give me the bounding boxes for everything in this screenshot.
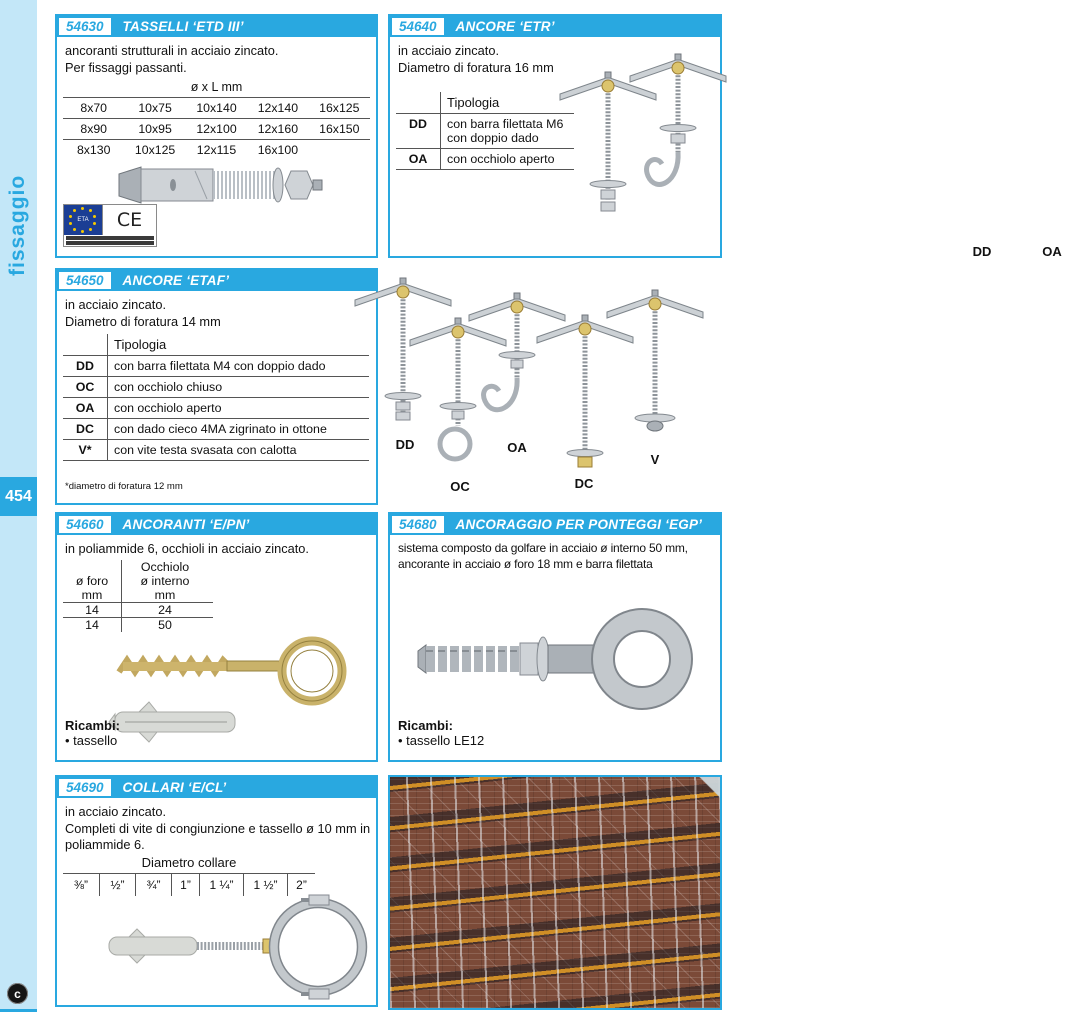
value-cell: 14 xyxy=(85,603,99,617)
table-row xyxy=(63,97,370,118)
eta-ce-certification xyxy=(63,204,157,247)
spare-parts xyxy=(65,718,120,748)
table-header: Diametro collare xyxy=(141,855,237,870)
product-code: 54640 xyxy=(392,18,444,35)
col-header-line: Occhiolo xyxy=(140,560,190,574)
type-desc: con dado cieco 4MA zigrinato in ottone xyxy=(107,419,369,439)
spacer-cell xyxy=(63,334,107,355)
type-code: OC xyxy=(75,380,95,394)
scaffold-eye-bolt-image xyxy=(410,599,705,719)
size-cell: 12x115 xyxy=(196,143,237,157)
type-code: DD xyxy=(409,117,427,131)
sizes-table xyxy=(63,80,370,160)
description-line: in acciaio zincato. xyxy=(65,804,167,819)
wedge-anchor-image xyxy=(115,162,325,208)
description-line: poliammide 6. xyxy=(65,837,145,853)
product-code: 54650 xyxy=(59,272,111,289)
cert-text-bar xyxy=(66,241,154,245)
value-cell: 24 xyxy=(121,603,208,617)
box-header xyxy=(57,270,376,291)
spare-parts-label: Ricambi: xyxy=(398,718,453,733)
type-desc: con vite testa svasata con calotta xyxy=(107,440,369,460)
box-header xyxy=(390,514,720,535)
diameter-cell: ½” xyxy=(99,874,135,896)
table-header: Tipologia xyxy=(107,334,369,355)
description-line: Diametro di foratura 16 mm xyxy=(398,59,554,75)
size-cell: 8x70 xyxy=(80,101,108,115)
description-line: Per fissaggi passanti. xyxy=(65,59,187,75)
col-header xyxy=(121,560,208,588)
box-header xyxy=(390,16,720,37)
product-description xyxy=(65,297,221,330)
product-title: ANCORE ‘ETR’ xyxy=(455,19,555,34)
toggle-anchor-oa-image xyxy=(628,54,728,234)
eta-logo-icon xyxy=(64,205,103,235)
ce-mark-icon: CE xyxy=(116,209,143,231)
spare-parts-item: • tassello xyxy=(65,733,118,748)
spare-parts-label: Ricambi: xyxy=(65,718,120,733)
spare-parts-item: • tassello LE12 xyxy=(398,733,485,748)
size-cell: 16x150 xyxy=(319,122,360,136)
category-label: fissaggio xyxy=(6,174,29,276)
diameter-cell: ⅜” xyxy=(73,878,88,892)
description-line: in poliammide 6, occhioli in acciaio zincato. xyxy=(65,541,309,556)
variant-label: OC xyxy=(450,479,470,494)
size-cell: 12x100 xyxy=(196,122,237,136)
col-header-line: ø interno xyxy=(140,574,190,588)
pipe-collar-image xyxy=(105,895,373,1005)
variant-label: DC xyxy=(574,476,594,491)
type-code: OA xyxy=(75,401,95,415)
product-description xyxy=(65,804,370,854)
tipologia-table xyxy=(63,334,369,461)
scaffolding-photo xyxy=(388,775,722,1010)
type-desc: con barra filettata M4 con doppio dado xyxy=(107,356,369,376)
value-cell: 14 xyxy=(85,618,99,632)
product-description xyxy=(65,43,278,76)
product-box-54660 xyxy=(55,512,378,762)
description-line: ancorante in acciaio ø foro 18 mm e barra filettata xyxy=(398,556,653,571)
type-desc: con occhiolo aperto xyxy=(440,149,574,169)
table-row xyxy=(63,873,315,896)
size-cell: 10x125 xyxy=(134,143,176,157)
product-box-54690 xyxy=(55,775,378,1007)
table-header: Tipologia xyxy=(440,92,574,113)
type-desc: con occhiolo aperto xyxy=(107,398,369,418)
product-description xyxy=(65,541,309,558)
table-header: ø x L mm xyxy=(190,80,243,94)
unit-cell: mm xyxy=(81,588,103,602)
size-cell: 12x160 xyxy=(257,122,299,136)
variant-label: V xyxy=(650,452,660,467)
etaf-v-image xyxy=(605,290,705,448)
tipologia-table xyxy=(396,92,574,170)
table-row xyxy=(63,118,370,139)
product-description xyxy=(398,541,688,572)
table-row xyxy=(63,139,370,160)
box-header xyxy=(57,16,376,37)
type-desc: con occhiolo chiuso xyxy=(107,377,369,397)
description-line: ancoranti strutturali in acciaio zincato. xyxy=(65,43,279,58)
unit-cell: mm xyxy=(121,588,208,602)
col-header: ø foro xyxy=(75,574,109,588)
variant-label: DD xyxy=(395,437,415,452)
spare-parts xyxy=(398,718,484,748)
product-code: 54660 xyxy=(59,516,111,533)
spacer-cell xyxy=(396,92,440,113)
product-box-54630 xyxy=(55,14,378,258)
type-code: V* xyxy=(78,443,92,457)
product-title: TASSELLI ‘ETD III’ xyxy=(122,19,244,34)
page-number-badge: 454 xyxy=(0,477,37,516)
product-code: 54680 xyxy=(392,516,444,533)
product-box-54680 xyxy=(388,512,722,762)
product-box-54640 xyxy=(388,14,1062,259)
size-cell: 16x100 xyxy=(257,143,299,157)
variant-label: OA xyxy=(1042,244,1062,259)
box-header xyxy=(57,514,376,535)
type-code: OA xyxy=(408,152,428,166)
publisher-logo-icon: c xyxy=(7,983,28,1004)
size-cell: 8x130 xyxy=(76,143,111,157)
size-cell: 16x125 xyxy=(319,101,360,115)
diameter-cell: 1” xyxy=(171,874,199,896)
product-title: COLLARI ‘E/CL’ xyxy=(122,780,227,795)
product-code: 54630 xyxy=(59,18,111,35)
box-header xyxy=(57,777,376,798)
description-line: in acciaio zincato. xyxy=(398,43,500,58)
product-code: 54690 xyxy=(59,779,111,796)
size-cell: 10x140 xyxy=(196,101,237,115)
footnote: *diametro di foratura 12 mm xyxy=(65,481,183,492)
size-cell: 10x95 xyxy=(138,122,172,136)
size-cell xyxy=(309,140,370,160)
description-line: in acciaio zincato. xyxy=(65,297,167,312)
description-line: sistema composto da golfare in acciaio ø interno 50 mm, xyxy=(398,541,688,555)
product-title: ANCORAGGIO PER PONTEGGI ‘EGP’ xyxy=(455,517,703,532)
product-title: ANCORANTI ‘E/PN’ xyxy=(122,517,250,532)
eta-label: ETA xyxy=(77,217,89,223)
sidebar xyxy=(0,0,37,1012)
diameter-cell: 2” xyxy=(287,874,315,896)
type-code: DD xyxy=(76,359,94,373)
product-box-54650 xyxy=(55,268,378,505)
type-desc: con barra filettata M6 con doppio dado xyxy=(440,114,574,148)
collar-diameter-table xyxy=(63,855,315,896)
diameter-cell: 1 ½” xyxy=(243,874,287,896)
product-description xyxy=(398,43,554,76)
size-cell: 10x75 xyxy=(138,101,172,115)
diameter-cell: 1 ¼” xyxy=(199,874,243,896)
variant-label: DD xyxy=(972,244,992,259)
eye-screw-image xyxy=(109,624,367,742)
size-cell: 12x140 xyxy=(257,101,299,115)
size-cell: 8x90 xyxy=(80,122,108,136)
cert-text-bar xyxy=(66,236,154,240)
product-title: ANCORE ‘ETAF’ xyxy=(122,273,230,288)
diameter-cell: ¾” xyxy=(135,874,171,896)
type-code: DC xyxy=(76,422,94,436)
dimensions-table xyxy=(63,560,213,632)
description-line: Diametro di foratura 14 mm xyxy=(65,313,221,329)
variant-label: OA xyxy=(507,440,527,455)
description-line: Completi di vite di congiunzione e tassello ø 10 mm in xyxy=(65,820,371,836)
value-cell: 50 xyxy=(121,618,208,632)
